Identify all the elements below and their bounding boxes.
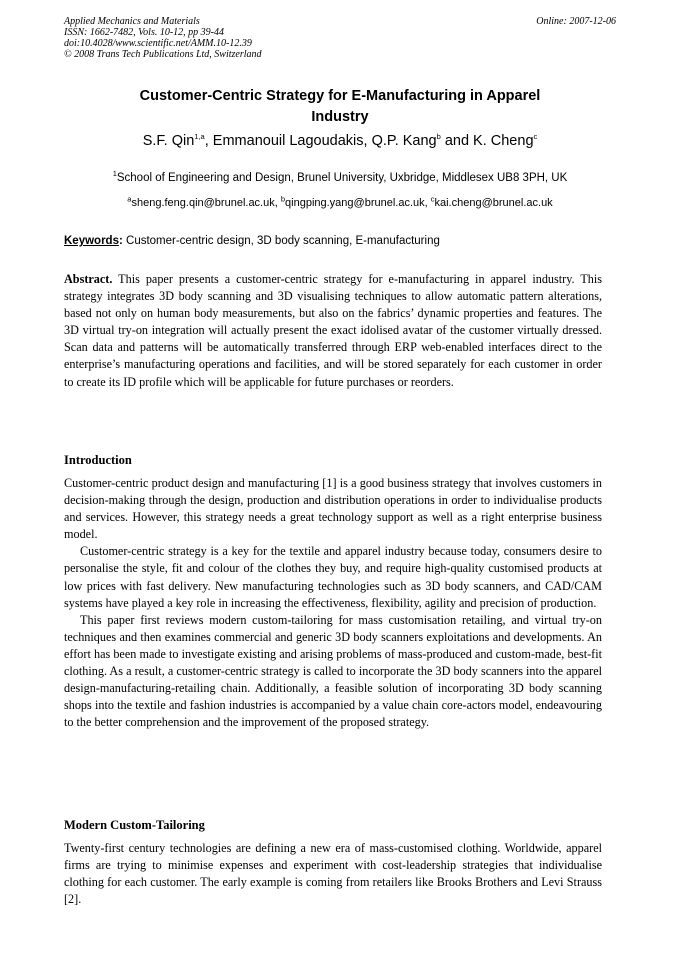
journal-doi: doi:10.4028/www.scientific.net/AMM.10-12.39 (64, 38, 252, 49)
author-separator: , (363, 133, 372, 149)
title-line-2: Industry (311, 109, 369, 125)
author-name: K. Cheng (473, 133, 534, 149)
online-date: Online: 2007-12-06 (536, 16, 616, 27)
paragraph: Customer-centric strategy is a key for the textile and apparel industry because today, consumers desire to personalise the style, fit and colour of the clothes they buy, and require high-quality customised products at low prices with fast delivery. New manufacturing technologies such as 3D body scanners, and CAD/CAM systems have played a key role in increasing the effectiveness, flexibility, agility and precision of production. (64, 544, 602, 610)
email-list (64, 196, 616, 210)
journal-copyright: © 2008 Trans Tech Publications Ltd, Switzerland (64, 49, 262, 60)
title-line-1: Customer-Centric Strategy for E-Manufacturing in Apparel (139, 88, 541, 104)
author-name: S.F. Qin (142, 133, 195, 149)
journal-name: Applied Mechanics and Materials (64, 16, 200, 27)
section-heading-modern-custom-tailoring: Modern Custom-Tailoring (64, 818, 205, 832)
author-name: Q.P. Kang (371, 133, 437, 149)
keywords-label: Keywords (64, 235, 119, 247)
paper-title (64, 86, 616, 128)
email-address: qingping.yang@brunel.ac.uk, (285, 197, 431, 209)
journal-header (64, 16, 616, 60)
section-heading-introduction: Introduction (64, 453, 132, 467)
abstract-label: Abstract. (64, 272, 113, 286)
journal-issn: ISSN: 1662-7482, Vols. 10-12, pp 39-44 (64, 27, 224, 38)
email-sup: c (430, 194, 435, 204)
email-sup: a (127, 194, 132, 204)
author-separator: and (440, 133, 474, 149)
author-list (64, 132, 616, 150)
keywords-colon: : (118, 235, 123, 247)
abstract-text: This paper presents a customer-centric strategy for e-manufacturing in apparel industry. This strategy integrates 3D body scanning and 3D visualising techniques to allow automatic pattern alterations, based not only on human body measurements, but also on the fabrics’ dynamic properties and features. The 3D virtual try-on integration will actually present the exact idolised avatar of the customer virtually dressed. Scan data and patterns will be automatically transferred through ERP web-enabled interfaces direct to the enterprise’s manufacturing operations and facilities, and will be stored separately for each customer in order to create its ID profile which will be applicable for future purchases or reorders. (64, 272, 602, 389)
author-sup: 1,a (194, 132, 205, 142)
email-address: sheng.feng.qin@brunel.ac.uk, (131, 197, 281, 209)
author-separator: , (204, 133, 213, 149)
introduction-body (64, 475, 602, 731)
author-sup: c (533, 132, 538, 142)
email-address: kai.cheng@brunel.ac.uk (434, 197, 553, 209)
abstract (64, 271, 602, 391)
keywords-text: Customer-centric design, 3D body scanning, E-manufacturing (122, 235, 440, 247)
keywords-line (64, 234, 616, 248)
paragraph: Customer-centric product design and manufacturing [1] is a good business strategy that involves customers in decision-making through the design, production and distribution operations in order to individualise products and services. However, this strategy needs a great technology support as well as a right enterprise business model. (64, 476, 602, 542)
author-name: Emmanouil Lagoudakis (212, 133, 364, 149)
affiliation-sup: 1 (112, 169, 117, 179)
paragraph: Twenty-first century technologies are defining a new era of mass-customised clothing. Worldwide, apparel firms are trying to minimise expenses and experiment with cost-leadership strategies that individualise clothing for each customer. The early example is coming from retailers like Brooks Brothers and Levi Strauss [2]. (64, 841, 602, 907)
paragraph: This paper first reviews modern custom-tailoring for mass customisation retailing, and virtual try-on techniques and then examines commercial and generic 3D body scanners exploitations and developments. An effort has been made to investigate existing and arising problems of mass-produced and custom-made, best-fit clothing. As a result, a customer-centric strategy is called to incorporate the 3D body scanners into the apparel design-manufacturing-retailing chain. Additionally, a feasible solution of incorporating 3D body scanning shops into the textile and fashion industries is accompanied by a value chain core-actors model, endeavouring to the better comprehension and the improvement of the proposed strategy. (64, 612, 602, 730)
email-sup: b (280, 194, 286, 204)
affiliation (64, 171, 616, 185)
affiliation-text: School of Engineering and Design, Brunel University, Uxbridge, Middlesex UB8 3PH, UK (116, 172, 568, 184)
modern-custom-tailoring-body (64, 840, 602, 908)
author-sup: b (436, 132, 441, 142)
